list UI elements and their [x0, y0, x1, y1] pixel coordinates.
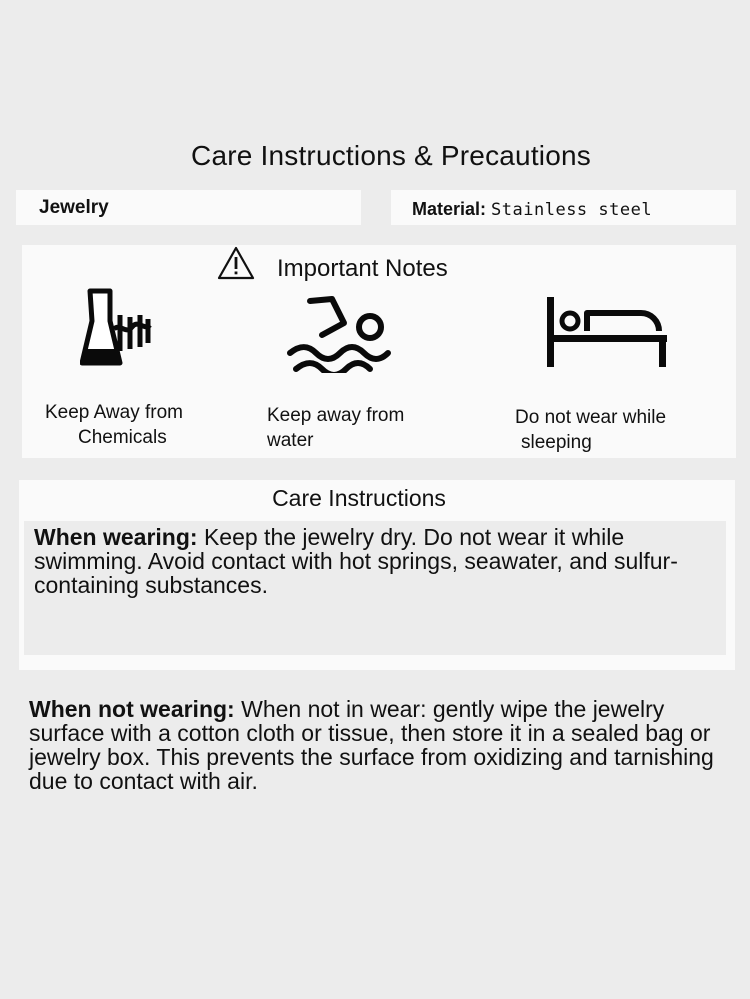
product-type-label: Jewelry: [39, 197, 109, 218]
when-wearing-heading: When wearing:: [34, 524, 198, 550]
product-type-box: [16, 190, 361, 225]
important-notes-title: Important Notes: [277, 255, 448, 282]
swimmer-icon: [282, 293, 394, 373]
note-sleeping-label: Do not wear while sleeping: [515, 407, 667, 453]
warning-triangle-icon: [217, 246, 255, 280]
when-wearing-box: [24, 521, 726, 655]
note-chemicals-label: Keep Away from Chemicals: [45, 402, 184, 448]
material-line: [412, 199, 652, 220]
care-instructions-title: Care Instructions: [272, 485, 446, 511]
material-box: [391, 190, 736, 225]
bed-icon: [545, 295, 669, 369]
when-wearing-body: Keep the jewelry dry. Do not wear it while swimming. Avoid contact with hot springs, seawater, and sulfur-containing substances.: [34, 524, 678, 598]
material-key: Material:: [412, 199, 487, 219]
important-notes-panel: [22, 245, 736, 458]
note-water-label: Keep away from water: [267, 405, 405, 451]
when-not-wearing-heading: When not wearing:: [29, 696, 235, 722]
when-not-wearing-text: [29, 697, 729, 793]
page-title: Care Instructions & Precautions: [191, 140, 591, 171]
when-not-wearing-body: When not in wear: gently wipe the jewelry surface with a cotton cloth or tissue, then store it in a sealed bag or jewelry box. This prevents the surface from oxidizing and tarnishing due to contact with air.: [29, 696, 714, 794]
material-value: Stainless steel: [491, 200, 653, 220]
chemical-flask-icon: [80, 285, 162, 371]
care-instructions-panel: [19, 480, 735, 670]
when-wearing-text: [34, 525, 724, 597]
